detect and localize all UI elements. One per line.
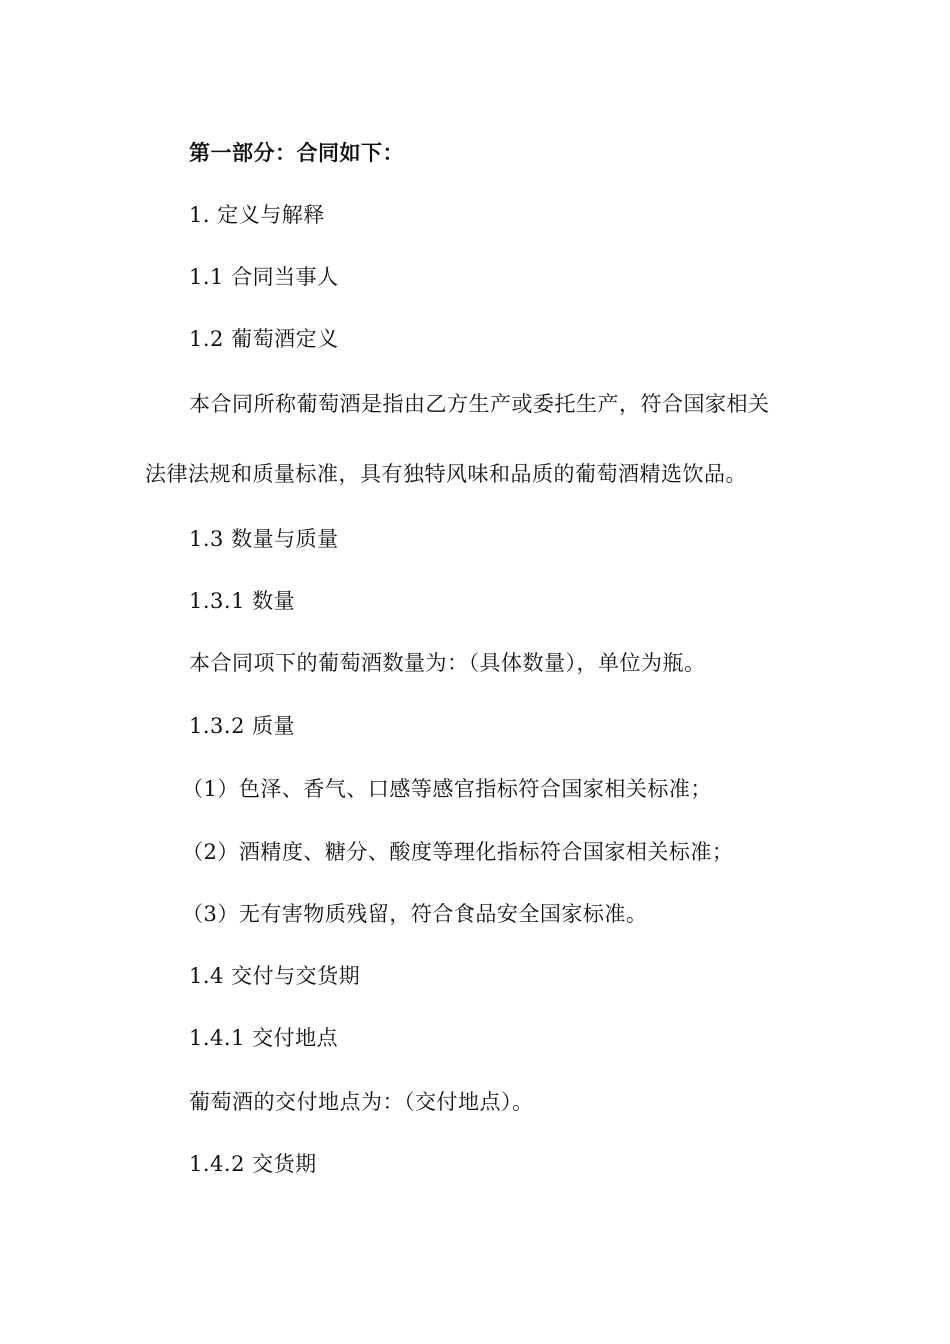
clause-heading: 1.2 葡萄酒定义 — [189, 327, 339, 351]
list-item: （1）色泽、香气、口感等感官指标符合国家相关标准； — [182, 777, 712, 801]
list-item: （2）酒精度、糖分、酸度等理化指标符合国家相关标准； — [182, 840, 734, 864]
clause-heading: 1. 定义与解释 — [189, 203, 325, 227]
clause-heading: 1.3.1 数量 — [189, 589, 296, 613]
clause-heading: 1.1 合同当事人 — [189, 265, 339, 289]
clause-heading: 1.4.1 交付地点 — [189, 1026, 339, 1050]
paragraph-line: 本合同所称葡萄酒是指由乙方生产或委托生产，符合国家相关 — [189, 392, 770, 416]
clause-heading: 1.3.2 质量 — [189, 714, 296, 738]
paragraph-line: 葡萄酒的交付地点为：（交付地点）。 — [189, 1090, 534, 1114]
section-title: 第一部分：合同如下： — [189, 141, 404, 165]
clause-heading: 1.4.2 交货期 — [189, 1152, 317, 1176]
list-item: （3）无有害物质残留，符合食品安全国家标准。 — [182, 902, 648, 926]
clause-heading: 1.3 数量与质量 — [189, 527, 339, 551]
paragraph-line: 本合同项下的葡萄酒数量为：（具体数量），单位为瓶。 — [189, 651, 706, 675]
clause-heading: 1.4 交付与交货期 — [189, 964, 361, 988]
paragraph-line: 法律法规和质量标准，具有独特风味和品质的葡萄酒精选饮品。 — [145, 462, 747, 486]
